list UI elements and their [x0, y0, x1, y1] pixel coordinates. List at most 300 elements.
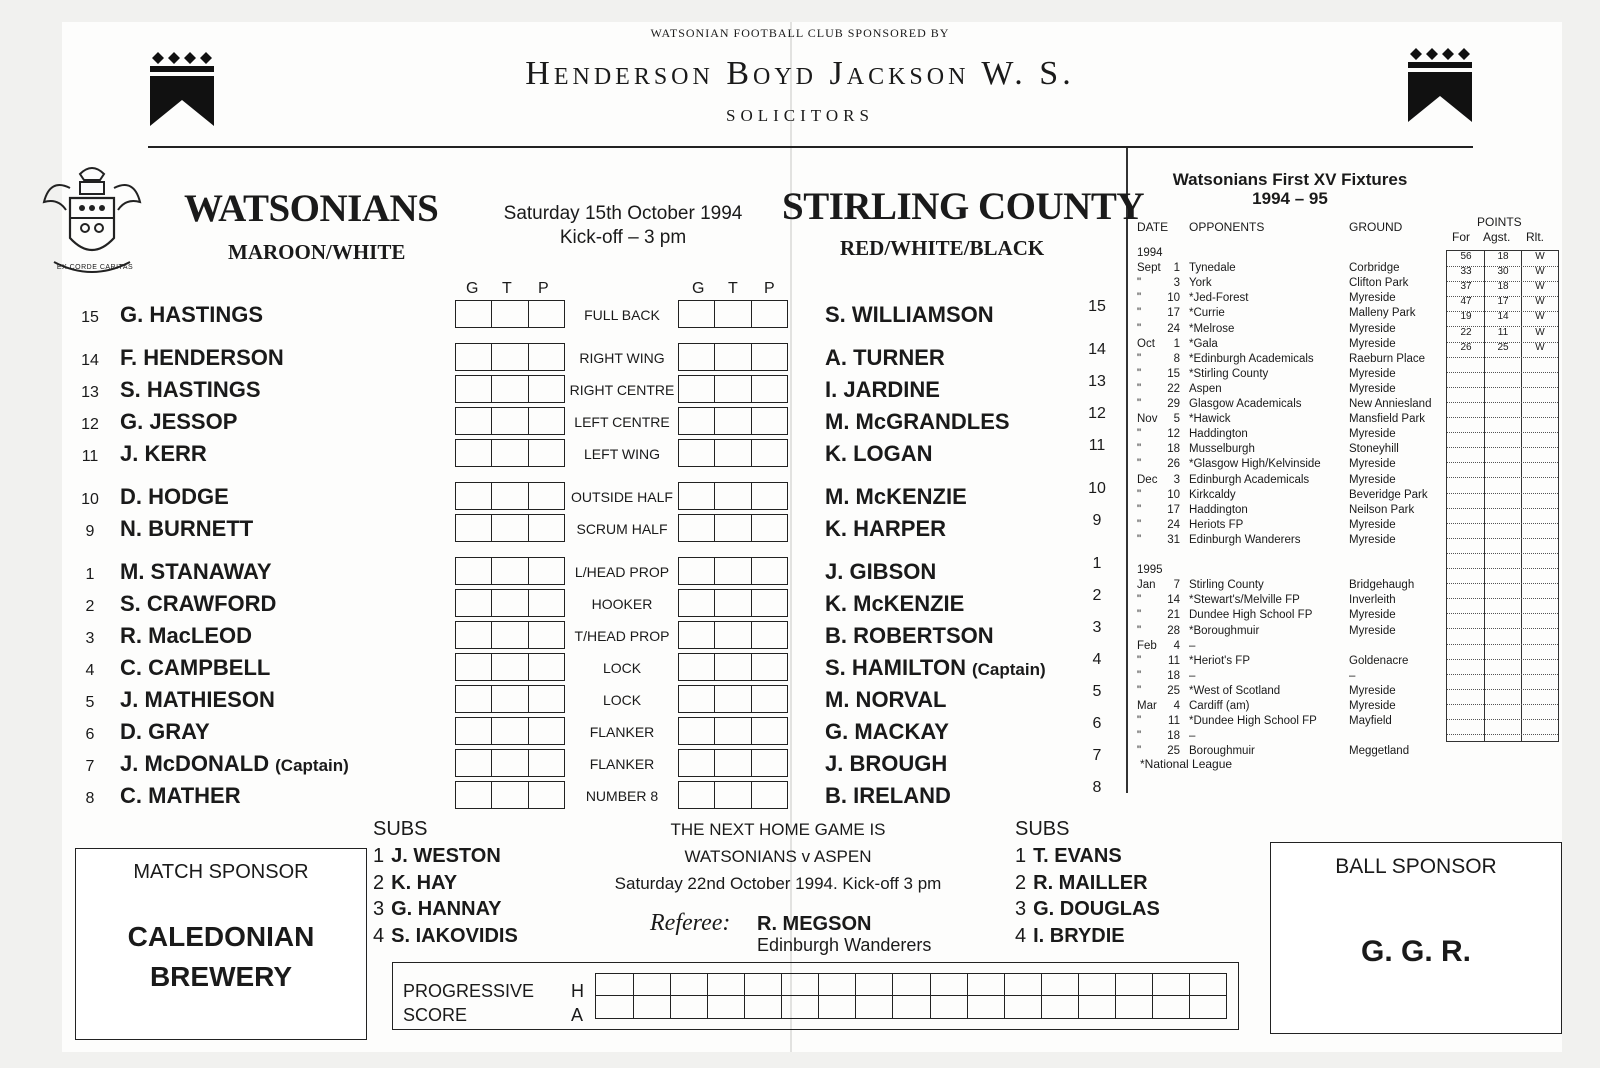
- score-cell[interactable]: [679, 590, 715, 616]
- fixture-ground: Myreside: [1349, 428, 1396, 441]
- fixture-day: 14: [1167, 594, 1180, 607]
- score-cell[interactable]: [679, 622, 715, 648]
- home-score-boxes[interactable]: [455, 621, 565, 649]
- score-cell[interactable]: [529, 344, 564, 370]
- score-cell[interactable]: [752, 718, 787, 744]
- score-cell[interactable]: [456, 515, 492, 541]
- points-row: [1447, 659, 1558, 675]
- home-shirt-number: [75, 662, 105, 680]
- fixture-day: 31: [1167, 533, 1180, 546]
- away-score-boxes[interactable]: [678, 407, 788, 435]
- home-score-boxes[interactable]: [455, 749, 565, 777]
- fx-col-for: For: [1452, 230, 1470, 244]
- away-shirt-number-text: 15: [1088, 298, 1106, 315]
- score-cell[interactable]: [529, 718, 564, 744]
- score-cell[interactable]: [529, 558, 564, 584]
- position-label: [566, 489, 678, 505]
- score-cell[interactable]: [752, 376, 787, 402]
- referee-name: R. MEGSON: [757, 913, 872, 935]
- sub-number: 4: [373, 924, 385, 947]
- position-label-text: FLANKER: [589, 756, 655, 772]
- fixture-month: ": [1137, 624, 1142, 637]
- fixture-opponent: Cardiff (am): [1189, 700, 1250, 712]
- result: W: [1535, 296, 1545, 308]
- sub-name: T. EVANS: [1033, 845, 1122, 867]
- result: W: [1535, 281, 1545, 293]
- captain-note: (Captain): [275, 756, 349, 775]
- score-cell[interactable]: [492, 483, 528, 509]
- score-cell[interactable]: [752, 590, 787, 616]
- score-cell[interactable]: [529, 440, 564, 466]
- home-score-boxes[interactable]: [455, 589, 565, 617]
- points-row: [1447, 598, 1558, 614]
- fixture-opponent: *Heriot's FP: [1189, 654, 1250, 667]
- fixture-day: 21: [1167, 609, 1180, 622]
- score-cell[interactable]: [529, 686, 564, 712]
- sub-player: [1015, 898, 1160, 921]
- fixture-ground: Myreside: [1349, 684, 1396, 697]
- fixture-day: 18: [1167, 443, 1180, 456]
- fixture-month: Oct: [1137, 337, 1155, 350]
- score-cell[interactable]: [492, 686, 528, 712]
- score-cell[interactable]: [529, 376, 564, 402]
- points-row: [1447, 508, 1558, 524]
- grid-line: [855, 974, 856, 1018]
- position-label: [566, 446, 678, 462]
- sub-number: 4: [1015, 924, 1027, 947]
- away-player-text: K. HARPER: [825, 516, 947, 541]
- score-cell[interactable]: [715, 622, 751, 648]
- fixture-day: 24: [1167, 322, 1180, 335]
- away-team-colours: RED/WHITE/BLACK: [840, 236, 1045, 260]
- points-row: [1447, 357, 1558, 373]
- away-shirt-number-text: 8: [1092, 779, 1102, 796]
- score-cell[interactable]: [752, 483, 787, 509]
- score-cell[interactable]: [529, 515, 564, 541]
- home-shirt-number: [75, 523, 105, 541]
- away-score-boxes[interactable]: [678, 781, 788, 809]
- away-shirt-number-text: 5: [1092, 683, 1102, 700]
- home-score-boxes[interactable]: [455, 557, 565, 585]
- score-cell[interactable]: [492, 718, 528, 744]
- grid-line: [781, 974, 782, 1018]
- home-score-boxes[interactable]: [455, 482, 565, 510]
- home-score-boxes[interactable]: [455, 407, 565, 435]
- score-cell[interactable]: [715, 344, 751, 370]
- home-player: [120, 302, 263, 328]
- home-score-boxes[interactable]: [455, 439, 565, 467]
- away-shirt-number-text: 1: [1092, 555, 1102, 572]
- score-cell[interactable]: [456, 344, 492, 370]
- fixture-opponent: Boroughmuir: [1189, 745, 1255, 758]
- score-cell[interactable]: [456, 750, 492, 776]
- score-cell[interactable]: [752, 654, 787, 680]
- score-cell[interactable]: [679, 301, 715, 327]
- points-row: [1447, 281, 1558, 297]
- fixture-day: 26: [1167, 458, 1180, 471]
- grid-line: [1152, 974, 1153, 1018]
- score-cell[interactable]: [752, 558, 787, 584]
- points-for: 47: [1460, 296, 1472, 308]
- score-cell[interactable]: [456, 654, 492, 680]
- score-cell[interactable]: [492, 750, 528, 776]
- position-label: [566, 521, 678, 537]
- score-cell[interactable]: [492, 301, 528, 327]
- grid-line: [818, 974, 819, 1018]
- score-cell[interactable]: [715, 376, 751, 402]
- points-row: [1447, 523, 1558, 539]
- fx-col-rlt: Rlt.: [1526, 230, 1544, 244]
- captain-note: (Captain): [971, 660, 1046, 679]
- grid-line: [1041, 974, 1042, 1018]
- away-score-boxes[interactable]: [678, 514, 788, 542]
- score-cell[interactable]: [752, 301, 787, 327]
- score-cell[interactable]: [679, 515, 715, 541]
- score-cell[interactable]: [529, 590, 564, 616]
- score-cell[interactable]: [492, 590, 528, 616]
- away-score-boxes[interactable]: [678, 482, 788, 510]
- score-cell[interactable]: [752, 686, 787, 712]
- points-for: 33: [1460, 266, 1472, 278]
- fixture-opponent: *Hawick: [1189, 413, 1231, 426]
- home-shirt-number: [75, 416, 105, 434]
- score-cell[interactable]: [752, 515, 787, 541]
- away-player: [825, 441, 933, 467]
- sub-number: 3: [1015, 898, 1027, 920]
- away-player-text: S. WILLIAMSON: [825, 302, 994, 327]
- score-cell[interactable]: [679, 686, 715, 712]
- score-cell[interactable]: [529, 750, 564, 776]
- score-cell[interactable]: [456, 440, 492, 466]
- score-cell[interactable]: [715, 558, 751, 584]
- score-cell[interactable]: [715, 654, 751, 680]
- score-cell[interactable]: [529, 782, 564, 808]
- home-score-boxes[interactable]: [455, 300, 565, 328]
- referee-label: Referee:: [650, 910, 731, 936]
- fixture-opponent: Glasgow Academicals: [1189, 398, 1302, 410]
- fixture-day: 25: [1167, 745, 1180, 758]
- home-shirt-number-text: 7: [85, 758, 95, 775]
- score-cell[interactable]: [492, 654, 528, 680]
- away-shirt-number-text: 13: [1088, 373, 1106, 390]
- score-cell[interactable]: [715, 408, 751, 434]
- fixture-ground: Mayfield: [1349, 715, 1392, 728]
- position-label: [566, 307, 678, 323]
- ball-sponsor-label: BALL SPONSOR: [1335, 855, 1497, 878]
- crown-emblem-left-icon: [150, 50, 214, 128]
- away-player: [825, 559, 936, 585]
- match-sponsor-box: [75, 848, 367, 1040]
- points-row: [1447, 583, 1558, 599]
- goals-label: G: [692, 280, 705, 297]
- score-cell[interactable]: [679, 654, 715, 680]
- away-shirt-number-text: 9: [1092, 512, 1102, 529]
- fixture-month: ": [1137, 458, 1142, 471]
- score-cell[interactable]: [529, 408, 564, 434]
- score-cell[interactable]: [752, 622, 787, 648]
- points-for: 19: [1460, 311, 1472, 323]
- score-cell[interactable]: [456, 408, 492, 434]
- away-player: [825, 719, 949, 745]
- fixture-day: 28: [1167, 624, 1180, 637]
- position-label-text: FULL BACK: [584, 307, 660, 323]
- score-cell[interactable]: [679, 782, 715, 808]
- home-shirt-number-text: 8: [85, 790, 95, 807]
- sub-number: 2: [373, 871, 385, 894]
- fixture-opponent: Musselburgh: [1189, 443, 1255, 456]
- away-score-boxes[interactable]: [678, 439, 788, 467]
- home-score-boxes[interactable]: [455, 343, 565, 371]
- score-cell[interactable]: [492, 408, 528, 434]
- fixture-ground: Corbridge: [1349, 262, 1400, 275]
- fixture-month: Dec: [1137, 473, 1158, 486]
- score-cell[interactable]: [492, 440, 528, 466]
- fixture-opponent: *West of Scotland: [1189, 684, 1281, 697]
- home-player: [120, 591, 276, 617]
- home-shirt-number-text: 6: [85, 726, 95, 743]
- fixture-day: 18: [1167, 730, 1180, 743]
- score-cell[interactable]: [679, 750, 715, 776]
- away-score-boxes[interactable]: [678, 300, 788, 328]
- fx-col-points: POINTS: [1477, 215, 1522, 229]
- away-shirt-number: [1082, 555, 1112, 573]
- points-row: [1447, 613, 1558, 629]
- score-cell[interactable]: [679, 483, 715, 509]
- fixture-month: ": [1137, 367, 1142, 380]
- score-cell[interactable]: [529, 301, 564, 327]
- progressive-score-grid: [595, 973, 1227, 1019]
- fixture-month: ": [1137, 352, 1142, 365]
- score-cell[interactable]: [456, 782, 492, 808]
- match-date: Saturday 15th October 1994: [503, 203, 743, 224]
- home-score-boxes[interactable]: [455, 781, 565, 809]
- home-team-colours: MAROON/WHITE: [228, 240, 406, 264]
- score-cell[interactable]: [679, 440, 715, 466]
- away-player: [825, 484, 967, 510]
- score-cell[interactable]: [456, 376, 492, 402]
- score-cell[interactable]: [715, 590, 751, 616]
- home-score-boxes[interactable]: [455, 375, 565, 403]
- away-player: [825, 687, 946, 713]
- away-score-boxes[interactable]: [678, 375, 788, 403]
- fixture-month: ": [1137, 277, 1142, 290]
- score-cell[interactable]: [715, 782, 751, 808]
- home-score-boxes[interactable]: [455, 514, 565, 542]
- home-score-boxes[interactable]: [455, 717, 565, 745]
- sub-name: J. WESTON: [391, 845, 501, 867]
- score-cell[interactable]: [752, 344, 787, 370]
- home-player: [120, 441, 207, 467]
- away-score-boxes[interactable]: [678, 589, 788, 617]
- score-cell[interactable]: [752, 750, 787, 776]
- grid-line: [744, 974, 745, 1018]
- points-row: [1447, 432, 1558, 448]
- points-against: 25: [1497, 341, 1509, 353]
- points-against: 18: [1497, 281, 1509, 293]
- result: W: [1535, 266, 1545, 278]
- score-cell[interactable]: [752, 440, 787, 466]
- score-cell[interactable]: [456, 622, 492, 648]
- away-score-boxes[interactable]: [678, 749, 788, 777]
- position-label: [566, 628, 678, 644]
- points-row: [1447, 462, 1558, 478]
- score-cell[interactable]: [529, 483, 564, 509]
- fixture-ground: –: [1349, 669, 1356, 682]
- away-player: [825, 377, 940, 403]
- score-cell[interactable]: [456, 301, 492, 327]
- away-shirt-number: [1082, 437, 1112, 455]
- home-shirt-number-text: 2: [85, 598, 95, 615]
- tries-label: T: [502, 280, 512, 297]
- fixture-ground: Stoneyhill: [1349, 443, 1399, 456]
- crown-emblem-right-icon: [1408, 46, 1472, 124]
- position-label-text: LEFT CENTRE: [574, 414, 670, 430]
- score-cell[interactable]: [679, 718, 715, 744]
- away-shirt-number: [1082, 298, 1112, 316]
- home-shirt-number: [75, 598, 105, 616]
- home-player-text: D. GRAY: [120, 719, 210, 744]
- away-shirt-number: [1082, 405, 1112, 423]
- sub-player: [373, 898, 502, 921]
- away-score-boxes[interactable]: [678, 717, 788, 745]
- home-score-boxes[interactable]: [455, 653, 565, 681]
- score-cell[interactable]: [456, 718, 492, 744]
- home-player-text: S. CRAWFORD: [120, 591, 277, 616]
- position-label-text: LOCK: [602, 660, 642, 676]
- sponsor-line: WATSONIAN FOOTBALL CLUB SPONSORED BY: [650, 26, 950, 40]
- fixture-ground: Myreside: [1349, 518, 1396, 531]
- result: W: [1535, 251, 1545, 262]
- score-cell[interactable]: [492, 622, 528, 648]
- away-player: [825, 345, 945, 371]
- points-row: [1447, 251, 1558, 267]
- points-against: 14: [1497, 311, 1509, 323]
- score-cell[interactable]: [492, 558, 528, 584]
- score-cell[interactable]: [715, 718, 751, 744]
- fixture-month: Jan: [1137, 579, 1156, 592]
- fixtures-season: 1994 – 95: [1252, 189, 1328, 208]
- home-player: [120, 719, 210, 745]
- score-cell[interactable]: [492, 376, 528, 402]
- points-against: 11: [1497, 326, 1509, 338]
- score-cell[interactable]: [679, 558, 715, 584]
- away-score-boxes[interactable]: [678, 557, 788, 585]
- home-shirt-number: [75, 352, 105, 370]
- score-cell[interactable]: [456, 483, 492, 509]
- score-cell[interactable]: [715, 515, 751, 541]
- ball-sponsor-name: G. G. R.: [1360, 935, 1471, 968]
- fixture-day: 17: [1167, 307, 1180, 320]
- points-against: 18: [1497, 251, 1509, 262]
- position-label-text: HOOKER: [591, 596, 653, 612]
- home-score-boxes[interactable]: [455, 685, 565, 713]
- kickoff-time: Kick-off – 3 pm: [559, 227, 687, 248]
- fixture-month: Mar: [1137, 700, 1157, 712]
- home-shirt-number: [75, 448, 105, 466]
- score-cell[interactable]: [715, 483, 751, 509]
- position-label-text: FLANKER: [589, 724, 655, 740]
- score-cell[interactable]: [715, 301, 751, 327]
- score-cell[interactable]: [529, 654, 564, 680]
- fixture-ground: Myreside: [1349, 322, 1396, 335]
- sub-name: K. HAY: [391, 871, 458, 894]
- score-cell[interactable]: [529, 622, 564, 648]
- away-player-text: G. MACKAY: [825, 719, 949, 744]
- points-row: [1447, 417, 1558, 433]
- fixture-month: ": [1137, 488, 1142, 501]
- fixtures-title: Watsonians First XV Fixtures: [1172, 170, 1408, 189]
- fixture-month: ": [1137, 322, 1142, 335]
- home-shirt-number-text: 10: [81, 491, 99, 508]
- home-player: [120, 409, 237, 435]
- score-cell[interactable]: [492, 344, 528, 370]
- home-shirt-number-text: 13: [81, 384, 99, 401]
- fx-col-opponents: OPPONENTS: [1189, 220, 1265, 234]
- score-cell[interactable]: [679, 344, 715, 370]
- fixture-day: 1: [1173, 262, 1180, 275]
- fixture-ground: Raeburn Place: [1349, 352, 1426, 365]
- fx-col-date: DATE: [1137, 220, 1169, 234]
- position-label-text: T/HEAD PROP: [574, 628, 670, 644]
- home-shirt-number: [75, 726, 105, 744]
- away-score-boxes[interactable]: [678, 621, 788, 649]
- score-cell[interactable]: [715, 686, 751, 712]
- home-player-text: N. BURNETT: [120, 516, 254, 541]
- grid-line: [1004, 974, 1005, 1018]
- score-cell[interactable]: [679, 408, 715, 434]
- points-grid: [1446, 250, 1559, 742]
- result: W: [1535, 311, 1545, 323]
- fixture-ground: Neilson Park: [1349, 503, 1415, 516]
- fixture-ground: Myreside: [1349, 458, 1396, 471]
- score-cell[interactable]: [752, 408, 787, 434]
- sub-number: 2: [1015, 871, 1027, 894]
- fixture-day: 22: [1167, 382, 1180, 395]
- fixture-day: 7: [1173, 579, 1180, 592]
- score-cell[interactable]: [456, 590, 492, 616]
- away-score-boxes[interactable]: [678, 685, 788, 713]
- fixture-day: 3: [1173, 473, 1180, 486]
- home-player-text: F. HENDERSON: [120, 345, 284, 370]
- score-cell[interactable]: [456, 558, 492, 584]
- score-cell[interactable]: [492, 782, 528, 808]
- score-cell[interactable]: [456, 686, 492, 712]
- home-player-text: J. MATHIESON: [120, 687, 275, 712]
- away-score-boxes[interactable]: [678, 343, 788, 371]
- score-cell[interactable]: [679, 376, 715, 402]
- away-player-text: A. TURNER: [825, 345, 945, 370]
- score-cell[interactable]: [752, 782, 787, 808]
- position-label-text: RIGHT CENTRE: [569, 382, 675, 398]
- national-league-note: *National League: [1140, 757, 1233, 771]
- fixture-opponent: –: [1189, 730, 1196, 743]
- home-shirt-number-text: 5: [85, 694, 95, 711]
- home-player: [120, 623, 252, 649]
- score-cell[interactable]: [715, 750, 751, 776]
- away-score-boxes[interactable]: [678, 653, 788, 681]
- fixture-month: 1995: [1137, 564, 1163, 577]
- home-subs-label: SUBS: [373, 818, 428, 840]
- fixture-day: 4: [1173, 700, 1180, 712]
- position-label-text: L/HEAD PROP: [574, 564, 670, 580]
- score-cell[interactable]: [715, 440, 751, 466]
- away-shirt-number: [1082, 651, 1112, 669]
- score-cell[interactable]: [492, 515, 528, 541]
- firm-name: Henderson Boyd Jackson W. S.: [525, 55, 1075, 92]
- home-player: [120, 345, 284, 371]
- home-shirt-number: [75, 566, 105, 584]
- away-shirt-number: [1082, 715, 1112, 733]
